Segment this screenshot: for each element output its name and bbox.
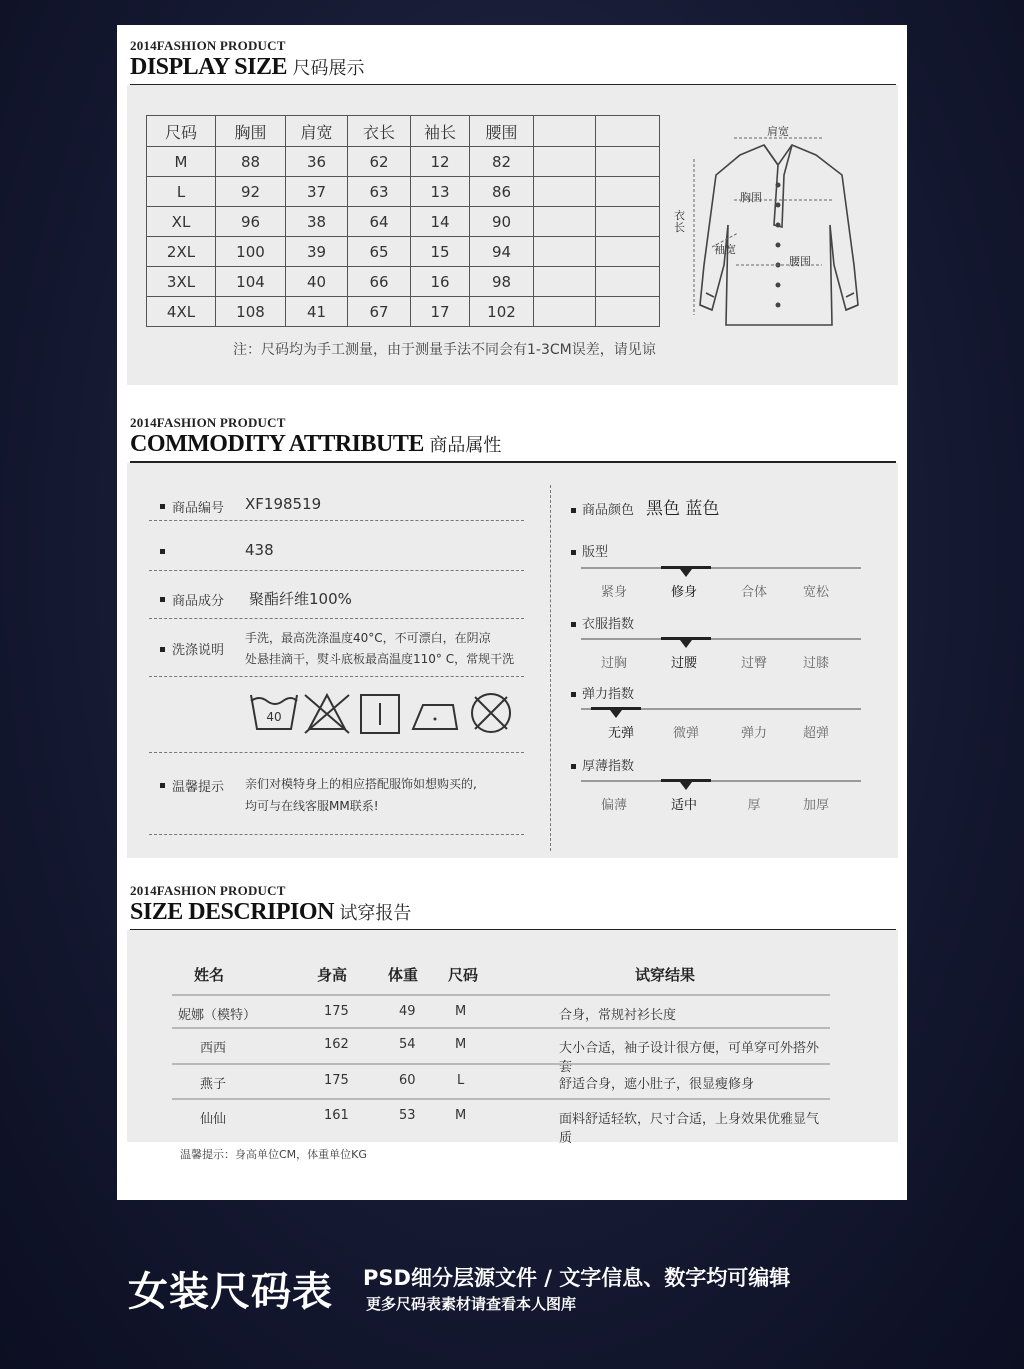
footer-title: 女装尺码表 xyxy=(128,1269,333,1315)
section-title: COMMODITY ATTRIBUTE 商品属性 xyxy=(130,431,502,457)
shirt-diagram xyxy=(682,115,882,335)
svg-text:40: 40 xyxy=(266,710,282,724)
table-row: 燕子 175 60 L 舒适合身，遮小肚子，很显瘦修身 xyxy=(172,1063,830,1097)
section-kicker: 2014FASHION PRODUCT xyxy=(130,883,286,898)
scale-label-stretch: 弹力指数 xyxy=(571,683,634,702)
table-row: XL 96 38 64 14 90 xyxy=(147,207,660,237)
table-row: 西西 162 54 M 大小合适，袖子设计很方便，可单穿可外搭外套 xyxy=(172,1027,830,1061)
table-row: M 88 36 62 12 82 xyxy=(147,147,660,177)
scale-label-fit: 版型 xyxy=(571,541,608,560)
commodity-attribute-header xyxy=(130,415,896,463)
display-size-panel xyxy=(127,85,898,385)
iron-icon xyxy=(413,705,457,729)
attr-wash: 洗涤说明 手洗，最高洗涤温度40°C，不可漂白，在阴凉 处悬挂滴干，熨斗底板最高温度110° C，常规干洗 xyxy=(149,619,524,677)
fit-header-height: 身高 xyxy=(317,966,348,984)
table-row: 仙仙 161 53 M 面料舒适轻软，尺寸合适，上身效果优雅显气质 xyxy=(172,1098,830,1132)
size-chart-sheet xyxy=(117,25,907,1200)
size-table-header: 尺码 胸围 肩宽 衣长 袖长 腰围 xyxy=(147,116,660,147)
table-row: L 92 37 63 13 86 xyxy=(147,177,660,207)
attribute-divider xyxy=(550,485,551,851)
attr-color: 商品颜色 黑色 蓝色 xyxy=(571,494,719,519)
scale-label-length: 衣服指数 xyxy=(571,613,634,632)
wash-symbols xyxy=(247,691,517,737)
display-size-header xyxy=(130,38,896,86)
fit-header-weight: 体重 xyxy=(388,966,419,984)
table-row: 2XL 100 39 65 15 94 xyxy=(147,237,660,267)
diagram-label-sleeve: 袖宽 xyxy=(714,243,736,256)
attr-material: 商品成分 聚酯纤维100% xyxy=(149,571,524,619)
diagram-label-shoulder: 肩宽 xyxy=(767,125,789,138)
commodity-attribute-panel: 商品编号 XF198519 438 商品成分 聚酯纤维100% 洗涤说明 手洗，最高洗涤温度40°C，不可漂白，在阴凉 处悬挂滴干，熨斗底板最高温度110° C，常规干洗 40 温馨提示 亲们对模特身上的相应搭配服饰如想购买的, 均可与在线客服MM联系! 商品颜色 黑色 蓝色 版型 紧身 修身 合体 宽松 衣服指数 过胸 过腰 过臀 过膝 弹力指数 无弹 微弹 弹力 超弹 厚薄指数 偏薄 适中 厚 加厚 xyxy=(127,463,898,858)
fit-header-size: 尺码 xyxy=(448,966,479,984)
diagram-label-waist: 腰围 xyxy=(789,255,811,268)
attr-code: 商品编号 XF198519 xyxy=(149,485,524,521)
fit-report-tip: 温馨提示：身高单位CM，体重单位KG xyxy=(180,1148,367,1161)
attr-wash-icons xyxy=(149,677,524,753)
section-kicker: 2014FASHION PRODUCT xyxy=(130,38,286,53)
fit-header-name: 姓名 xyxy=(194,966,225,984)
footer-line-2: 更多尺码表素材请查看本人图库 xyxy=(366,1295,577,1313)
size-table xyxy=(146,115,660,327)
measurement-note: 注：尺码均为手工测量，由于测量手法不同会有1-3CM误差，请见谅 xyxy=(233,342,656,358)
attr-price: 438 xyxy=(149,521,524,571)
attr-tip: 温馨提示 亲们对模特身上的相应搭配服饰如想购买的, 均可与在线客服MM联系! xyxy=(149,753,524,835)
section-kicker: 2014FASHION PRODUCT xyxy=(130,415,286,430)
table-row: 妮娜（模特） 175 49 M 合身，常规衬衫长度 xyxy=(172,994,830,1028)
section-title: SIZE DESCRIPION 试穿报告 xyxy=(130,899,412,925)
table-row: 4XL 108 41 67 17 102 xyxy=(147,297,660,327)
section-title: DISPLAY SIZE 尺码展示 xyxy=(130,54,365,80)
size-description-header xyxy=(130,883,896,931)
diagram-label-chest: 胸围 xyxy=(740,191,762,204)
diagram-label-length: 衣长 xyxy=(674,209,685,234)
footer-line-1: PSD细分层源文件 / 文字信息、数字均可编辑 xyxy=(363,1266,791,1290)
fit-header-result: 试穿结果 xyxy=(635,966,696,984)
fit-report-panel xyxy=(127,930,898,1146)
table-row: 3XL 104 40 66 16 98 xyxy=(147,267,660,297)
scale-label-thickness: 厚薄指数 xyxy=(571,755,634,774)
